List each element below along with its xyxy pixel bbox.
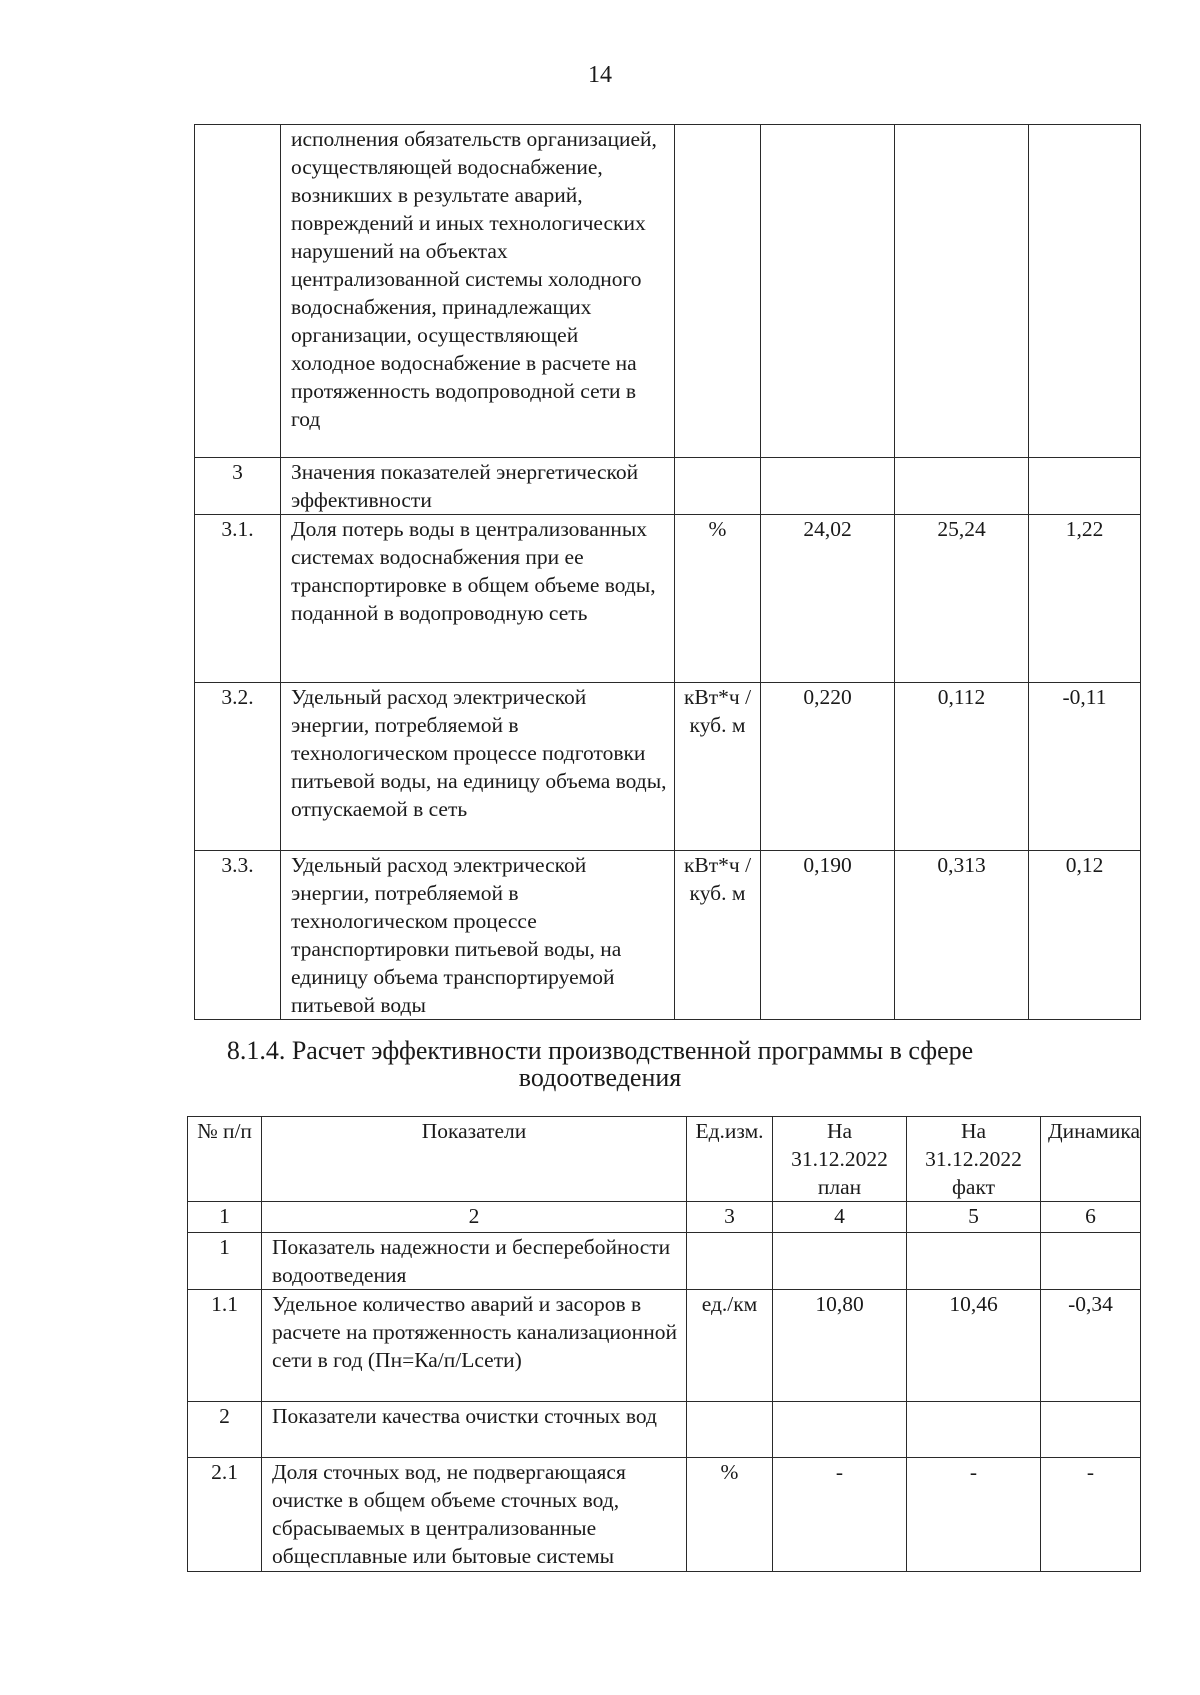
row-number: 3.1. [195, 515, 281, 683]
dynamics-value-cell [1029, 125, 1141, 458]
plan-value-cell: - [773, 1458, 907, 1572]
table-row [195, 515, 1141, 683]
row-number: 1.1 [188, 1290, 262, 1402]
dynamics-value-cell: -0,11 [1029, 683, 1141, 851]
section-title [0, 1037, 1200, 1091]
header-plan: На 31.12.2022 план [773, 1117, 907, 1202]
table-row [188, 1233, 1141, 1290]
section-title-line: водоотведения [518, 1063, 682, 1092]
column-number: 1 [188, 1202, 262, 1233]
fact-value-cell [895, 458, 1029, 515]
fact-value-cell [895, 125, 1029, 458]
plan-value-cell: 24,02 [761, 515, 895, 683]
unit-cell: % [675, 515, 761, 683]
section-title-line: 8.1.4. Расчет эффективности производственной программы в сфере [226, 1036, 974, 1065]
plan-value-cell [773, 1402, 907, 1458]
plan-value-cell: 0,190 [761, 851, 895, 1020]
table-row [188, 1402, 1141, 1458]
unit-cell [687, 1233, 773, 1290]
row-number: 3.2. [195, 683, 281, 851]
header-fact: На 31.12.2022 факт [907, 1117, 1041, 1202]
fact-value-cell: 0,313 [895, 851, 1029, 1020]
table-row [195, 458, 1141, 515]
plan-value-cell [761, 458, 895, 515]
indicator-cell: Значения показателей энергетической эффективности [281, 458, 675, 515]
header-indicator: Показатели [262, 1117, 687, 1202]
fact-value-cell: - [907, 1458, 1041, 1572]
fact-value-cell: 0,112 [895, 683, 1029, 851]
table-row [195, 125, 1141, 458]
fact-value-cell [907, 1402, 1041, 1458]
column-number: 4 [773, 1202, 907, 1233]
table-row [188, 1290, 1141, 1402]
wastewater-indicators-table [187, 1116, 1141, 1572]
indicator-cell: Доля сточных вод, не подвергающаяся очистке в общем объеме сточных вод, сбрасываемых в централизованные общесплавные или бытовые системы [262, 1458, 687, 1572]
fact-value-cell [907, 1233, 1041, 1290]
indicator-cell: Доля потерь воды в централизованных системах водоснабжения при ее транспортировке в общем объеме воды, поданной в водопроводную сеть [281, 515, 675, 683]
row-number: 3 [195, 458, 281, 515]
water-supply-indicators-table [194, 124, 1141, 1020]
dynamics-value-cell [1029, 458, 1141, 515]
unit-cell: % [687, 1458, 773, 1572]
dynamics-value-cell: - [1041, 1458, 1141, 1572]
page-number: 14 [588, 62, 612, 88]
fact-value-cell: 25,24 [895, 515, 1029, 683]
plan-value-cell [761, 125, 895, 458]
dynamics-value-cell: -0,34 [1041, 1290, 1141, 1402]
row-number: 2 [188, 1402, 262, 1458]
unit-cell [687, 1402, 773, 1458]
row-number: 3.3. [195, 851, 281, 1020]
dynamics-value-cell [1041, 1233, 1141, 1290]
header-number: № п/п [188, 1117, 262, 1202]
table-row [195, 683, 1141, 851]
indicator-cell: Удельный расход электрической энергии, потребляемой в технологическом процессе транспортировки питьевой воды, на единицу объема транспортируемой питьевой воды [281, 851, 675, 1020]
indicator-cell: Показатели качества очистки сточных вод [262, 1402, 687, 1458]
unit-cell [675, 458, 761, 515]
indicator-cell: Удельный расход электрической энергии, потребляемой в технологическом процессе подготовки питьевой воды, на единицу объема воды, отпускаемой в сеть [281, 683, 675, 851]
plan-value-cell [773, 1233, 907, 1290]
table-row [195, 851, 1141, 1020]
row-number [195, 125, 281, 458]
table-header-row [188, 1117, 1141, 1202]
header-unit: Ед.изм. [687, 1117, 773, 1202]
column-number: 2 [262, 1202, 687, 1233]
dynamics-value-cell: 1,22 [1029, 515, 1141, 683]
row-number: 1 [188, 1233, 262, 1290]
dynamics-value-cell: 0,12 [1029, 851, 1141, 1020]
plan-value-cell: 0,220 [761, 683, 895, 851]
column-number: 5 [907, 1202, 1041, 1233]
plan-value-cell: 10,80 [773, 1290, 907, 1402]
unit-cell: кВт*ч /куб. м [675, 683, 761, 851]
indicator-cell: исполнения обязательств организацией, осуществляющей водоснабжение, возникших в результате аварий, повреждений и иных технологических нарушений на объектах централизованной системы холодного водоснабжения, принадлежащих организации, осуществляющей холодное водоснабжение в расчете на протяженность водопроводной сети в год [281, 125, 675, 458]
column-number: 6 [1041, 1202, 1141, 1233]
dynamics-value-cell [1041, 1402, 1141, 1458]
table-row [188, 1458, 1141, 1572]
column-number: 3 [687, 1202, 773, 1233]
indicator-cell: Показатель надежности и бесперебойности водоотведения [262, 1233, 687, 1290]
unit-cell: ед./км [687, 1290, 773, 1402]
indicator-cell: Удельное количество аварий и засоров в расчете на протяженность канализационной сети в год (Пн=Ка/п/Lсети) [262, 1290, 687, 1402]
column-numbers-row [188, 1202, 1141, 1233]
unit-cell [675, 125, 761, 458]
fact-value-cell: 10,46 [907, 1290, 1041, 1402]
row-number: 2.1 [188, 1458, 262, 1572]
header-dynamics: Динамика [1041, 1117, 1141, 1202]
unit-cell: кВт*ч /куб. м [675, 851, 761, 1020]
